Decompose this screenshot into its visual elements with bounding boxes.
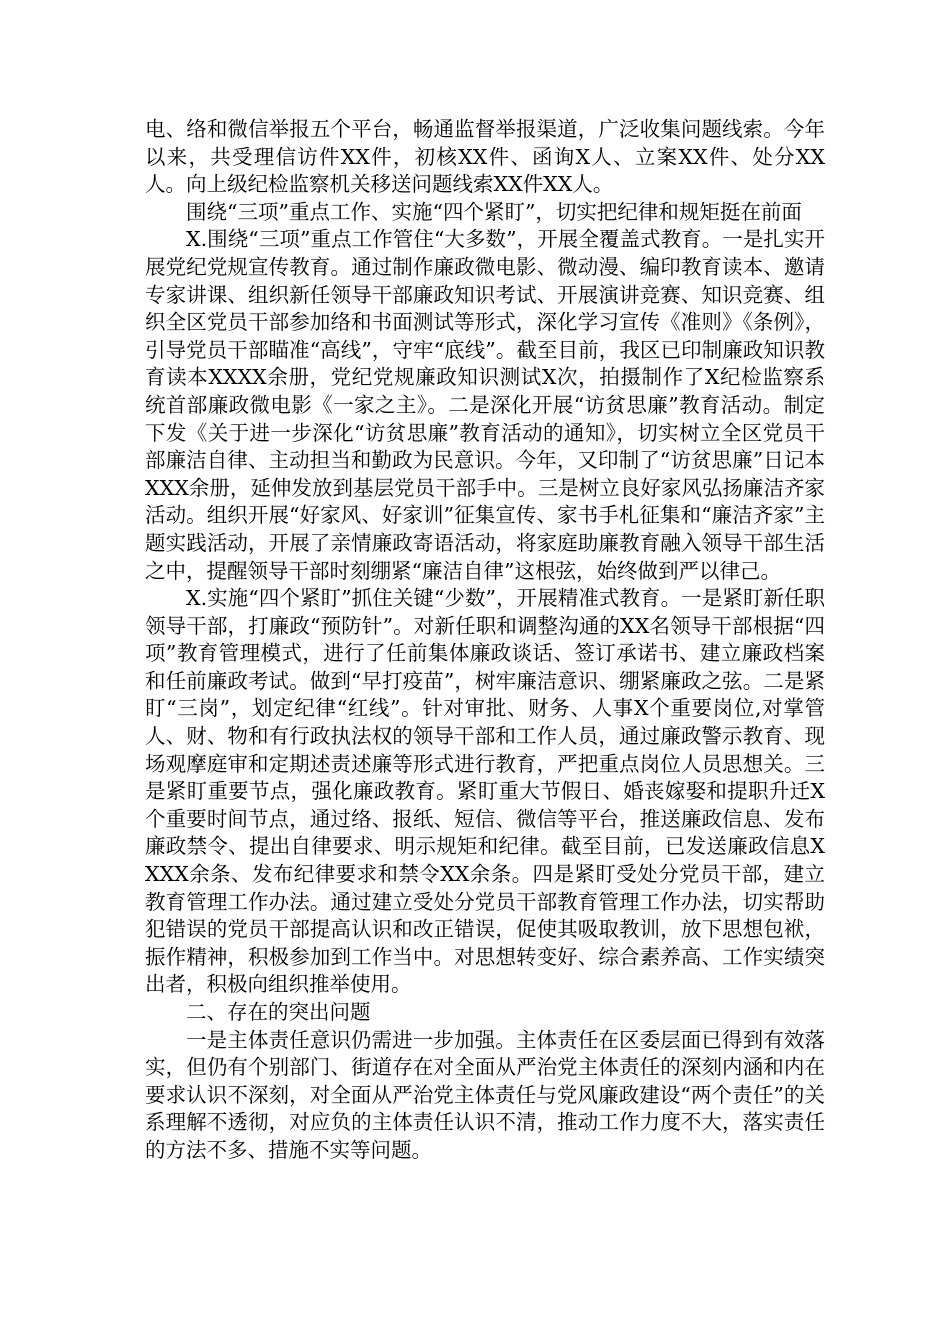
- section-heading-problems: 二、存在的突出问题: [186, 1000, 371, 1024]
- section-heading-three-items: 围绕“三项”重点工作、实施“四个紧盯”，切实把纪律和规矩挺在前面: [186, 199, 802, 224]
- paragraph-majority-education: X.围绕“三项”重点工作管住“大多数”，开展全覆盖式教育。一是扎实开展党纪党规宣传教育。通过制作廉政微电影、微动漫、编印教育读本、邀请专家讲课、组织新任领导干部廉政知识考试、开展演讲竞赛、知识竞赛、组织全区党员干部参加络和书面测试等形式，深化学习宣传《准则》《条例》，引导党员干部瞄准“高线”，守牢“底线”。截至目前，我区已印制廉政知识教育读本XXXX余册，党纪党规廉政知识测试X次，拍摄制作了X纪检监察系统首部廉政微电影《一家之主》。二是深化开展“访贫思廉”教育活动。制定下发《关于进一步深化“访贫思廉”教育活动的通知》，切实树立全区党员干部廉洁自律、主动担当和勤政为民意识。今年，又印制了“访贫思廉”日记本XXX余册，延伸发放到基层党员干部手中。三是树立良好家风弘扬廉洁齐家活动。组织开展“好家风、好家训”征集宣传、家书手札征集和“廉洁齐家”主题实践活动，开展了亲情廉政寄语活动，将家庭助廉教育融入领导干部生活之中，提醒领导干部时刻绷紧“廉洁自律”这根弦，始终做到严以律己。: [145, 227, 825, 583]
- document-body: [145, 116, 825, 1165]
- paragraph-main-responsibility: 一是主体责任意识仍需进一步加强。主体责任在区委层面已得到有效落实，但仍有个别部门、街道存在对全面从严治党主体责任的深刻内涵和内在要求认识不深刻，对全面从严治党主体责任与党风廉政建设“两个责任”的关系理解不透彻，对应负的主体责任认识不清，推动工作力度不大，落实责任的方法不多、措施不实等问题。: [145, 1027, 825, 1162]
- paragraph-continued-intro: 电、络和微信举报五个平台，畅通监督举报渠道，广泛收集问题线索。今年以来，共受理信访件XX件，初核XX件、函询X人、立案XX件、处分XX人。向上级纪检监察机关移送问题线索XX件XX人。: [145, 117, 825, 197]
- paragraph-key-minority-education: X.实施“四个紧盯”抓住关键“少数”，开展精准式教育。一是紧盯新任职领导干部，打廉政“预防针”。对新任职和调整沟通的XX名领导干部根据“四项”教育管理模式，进行了任前集体廉政谈话、签订承诺书、建立廉政档案和任前廉政考试。做到“早打疫苗”，树牢廉洁意识、绷紧廉政之弦。二是紧盯“三岗”，划定纪律“红线”。针对审批、财务、人事X个重要岗位,对掌管人、财、物和有行政执法权的领导干部和工作人员，通过廉政警示教育、现场观摩庭审和定期述责述廉等形式进行教育，严把重点岗位人员思想关。三是紧盯重要节点，强化廉政教育。紧盯重大节假日、婚丧嫁娶和提职升迁X个重要时间节点，通过络、报纸、短信、微信等平台，推送廉政信息、发布廉政禁令、提出自律要求、明示规矩和纪律。截至目前，已发送廉政信息XXXX余条、发布纪律要求和禁令XX余条。四是紧盯受处分党员干部，建立教育管理工作办法。通过建立受处分党员干部教育管理工作办法，切实帮助犯错误的党员干部提高认识和改正错误，促使其吸取教训，放下思想包袱，振作精神，积极参加到工作当中。对思想转变好、综合素养高、工作实绩突出者，积极向组织推举使用。: [145, 586, 825, 997]
